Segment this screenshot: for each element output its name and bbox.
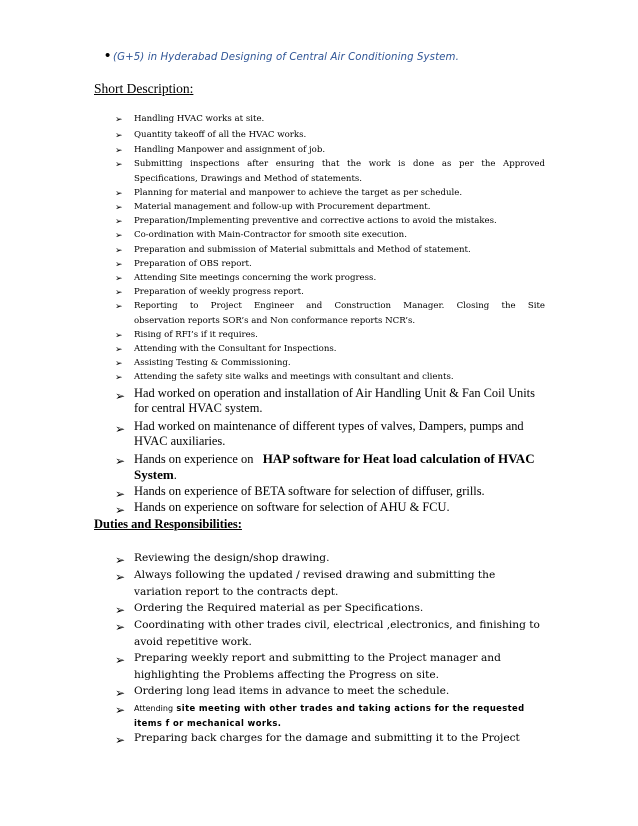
list-item-text: Ordering long lead items in advance to meet the schedule. (134, 685, 450, 697)
list-item-line: Coordinating with other trades civil, electrical ,electronics, and finishing to (134, 619, 540, 631)
site-meeting-bold-text-cont: items f or mechanical works. (134, 718, 282, 728)
arrow-bullet-icon: ➢ (115, 359, 123, 369)
list-item-text: Submitting inspections after ensuring that the work is done as per the Approved (134, 159, 545, 169)
list-item-text: Assisting Testing & Commissioning. (134, 358, 291, 368)
list-item-text (134, 617, 545, 650)
list-item-text: Co-ordination with Main-Contractor for smooth site execution. (134, 230, 407, 240)
list-item-text: Preparation/Implementing preventive and corrective actions to avoid the mistakes. (134, 216, 497, 226)
hap-software-bold-text: HAP software for Heat load calculation of HVAC (262, 451, 535, 466)
arrow-bullet-icon: ➢ (115, 487, 126, 501)
short-description-heading (94, 81, 193, 97)
list-item-text: observation reports SOR’s and Non conformance reports NCR’s. (134, 316, 416, 326)
arrow-bullet-icon: ➢ (115, 203, 123, 213)
list-item-text: Preparation and submission of Material submittals and Method of statement. (134, 245, 471, 255)
list-item-text: Quantity takeoff of all the HVAC works. (134, 130, 307, 140)
arrow-bullet-icon: ➢ (115, 553, 126, 567)
list-item-text: Specifications, Drawings and Method of statements. (134, 174, 363, 184)
heading-colon: : (189, 81, 194, 96)
arrow-bullet-icon: ➢ (115, 345, 123, 355)
list-item-text: Material management and follow-up with Procurement department. (134, 202, 431, 212)
arrow-bullet-icon: ➢ (115, 115, 123, 125)
arrow-bullet-icon: ➢ (115, 160, 123, 170)
list-item-text: Preparation of weekly progress report. (134, 287, 304, 297)
arrow-bullet-icon: ➢ (115, 331, 123, 341)
list-item-text: Attending the safety site walks and meetings with consultant and clients. (134, 372, 454, 382)
arrow-bullet-icon: ➢ (115, 570, 126, 584)
arrow-bullet-icon: ➢ (115, 131, 123, 141)
arrow-bullet-icon: ➢ (115, 733, 126, 747)
list-item-text: Rising of RFI’s if it requires. (134, 330, 258, 340)
hap-software-bold-text-cont: System (134, 467, 174, 483)
list-item-text: Reporting to Project Engineer and Construction Manager. Closing the Site (134, 301, 545, 311)
arrow-bullet-icon: ➢ (115, 620, 126, 634)
list-item-text (134, 701, 545, 730)
arrow-bullet-icon: ➢ (115, 288, 123, 298)
arrow-bullet-icon: ➢ (115, 189, 123, 199)
arrow-bullet-icon: ➢ (115, 686, 126, 700)
arrow-bullet-icon: ➢ (115, 274, 123, 284)
arrow-bullet-icon: ➢ (115, 603, 126, 617)
arrow-bullet-icon: ➢ (115, 703, 126, 717)
list-item-prefix: Hands on experience on (134, 452, 254, 466)
list-item-line: Preparing weekly report and submitting to the Project manager and (134, 652, 501, 664)
site-meeting-bold-text: site meeting with other trades and taking actions for the requested (176, 703, 525, 713)
project-bullet (105, 47, 459, 65)
list-item-line: for central HVAC system. (134, 401, 263, 416)
arrow-bullet-icon: ➢ (115, 653, 126, 667)
list-item-text: Planning for material and manpower to achieve the target as per schedule. (134, 188, 463, 198)
list-item-text: Handling HVAC works at site. (134, 114, 265, 124)
short-description-heading-text: Short Description (94, 81, 190, 96)
list-item-text: Reviewing the design/shop drawing. (134, 552, 330, 564)
arrow-bullet-icon: ➢ (115, 260, 123, 270)
list-item-text: Handling Manpower and assignment of job. (134, 145, 326, 155)
arrow-bullet-icon: ➢ (115, 454, 126, 468)
list-item-line: Had worked on maintenance of different types of valves, Dampers, pumps and (134, 419, 524, 433)
list-item-prefix: Attending (134, 704, 174, 713)
list-item-text: Hands on experience on software for selection of AHU & FCU. (134, 500, 450, 514)
list-item-text (134, 451, 545, 483)
list-item-text (134, 650, 545, 683)
bullet-icon: • (105, 47, 111, 64)
arrow-bullet-icon: ➢ (115, 422, 126, 436)
list-item-text (134, 386, 545, 416)
list-item-text (134, 419, 545, 449)
arrow-bullet-icon: ➢ (115, 503, 126, 517)
list-item-line: HVAC auxiliaries. (134, 434, 226, 449)
list-item-text: Preparation of OBS report. (134, 259, 252, 269)
list-item-text (134, 567, 545, 600)
list-item-text: Hands on experience of BETA software for selection of diffuser, grills. (134, 484, 485, 498)
arrow-bullet-icon: ➢ (115, 389, 126, 403)
arrow-bullet-icon: ➢ (115, 231, 123, 241)
arrow-bullet-icon: ➢ (115, 246, 123, 256)
list-item-line: Always following the updated / revised drawing and submitting the (134, 569, 496, 581)
list-item-text: Attending Site meetings concerning the work progress. (134, 273, 377, 283)
arrow-bullet-icon: ➢ (115, 217, 123, 227)
list-item-line: variation report to the contracts dept. (134, 585, 339, 598)
arrow-bullet-icon: ➢ (115, 373, 123, 383)
arrow-bullet-icon: ➢ (115, 302, 123, 312)
list-item-suffix: . (173, 468, 177, 483)
arrow-bullet-icon: ➢ (115, 146, 123, 156)
list-item-text: Ordering the Required material as per Specifications. (134, 602, 424, 614)
list-item-text: Attending with the Consultant for Inspections. (134, 344, 337, 354)
project-bullet-text: (G+5) in Hyderabad Designing of Central Air Conditioning System. (113, 52, 459, 63)
list-item-line: Had worked on operation and installation of Air Handling Unit & Fan Coil Units (134, 386, 535, 400)
list-item-line: avoid repetitive work. (134, 635, 252, 648)
duties-heading: Duties and Responsibilities: (94, 517, 242, 531)
list-item-text: Preparing back charges for the damage and submitting it to the Project (134, 732, 520, 744)
list-item-line: highlighting the Problems affecting the Progress on site. (134, 668, 439, 681)
